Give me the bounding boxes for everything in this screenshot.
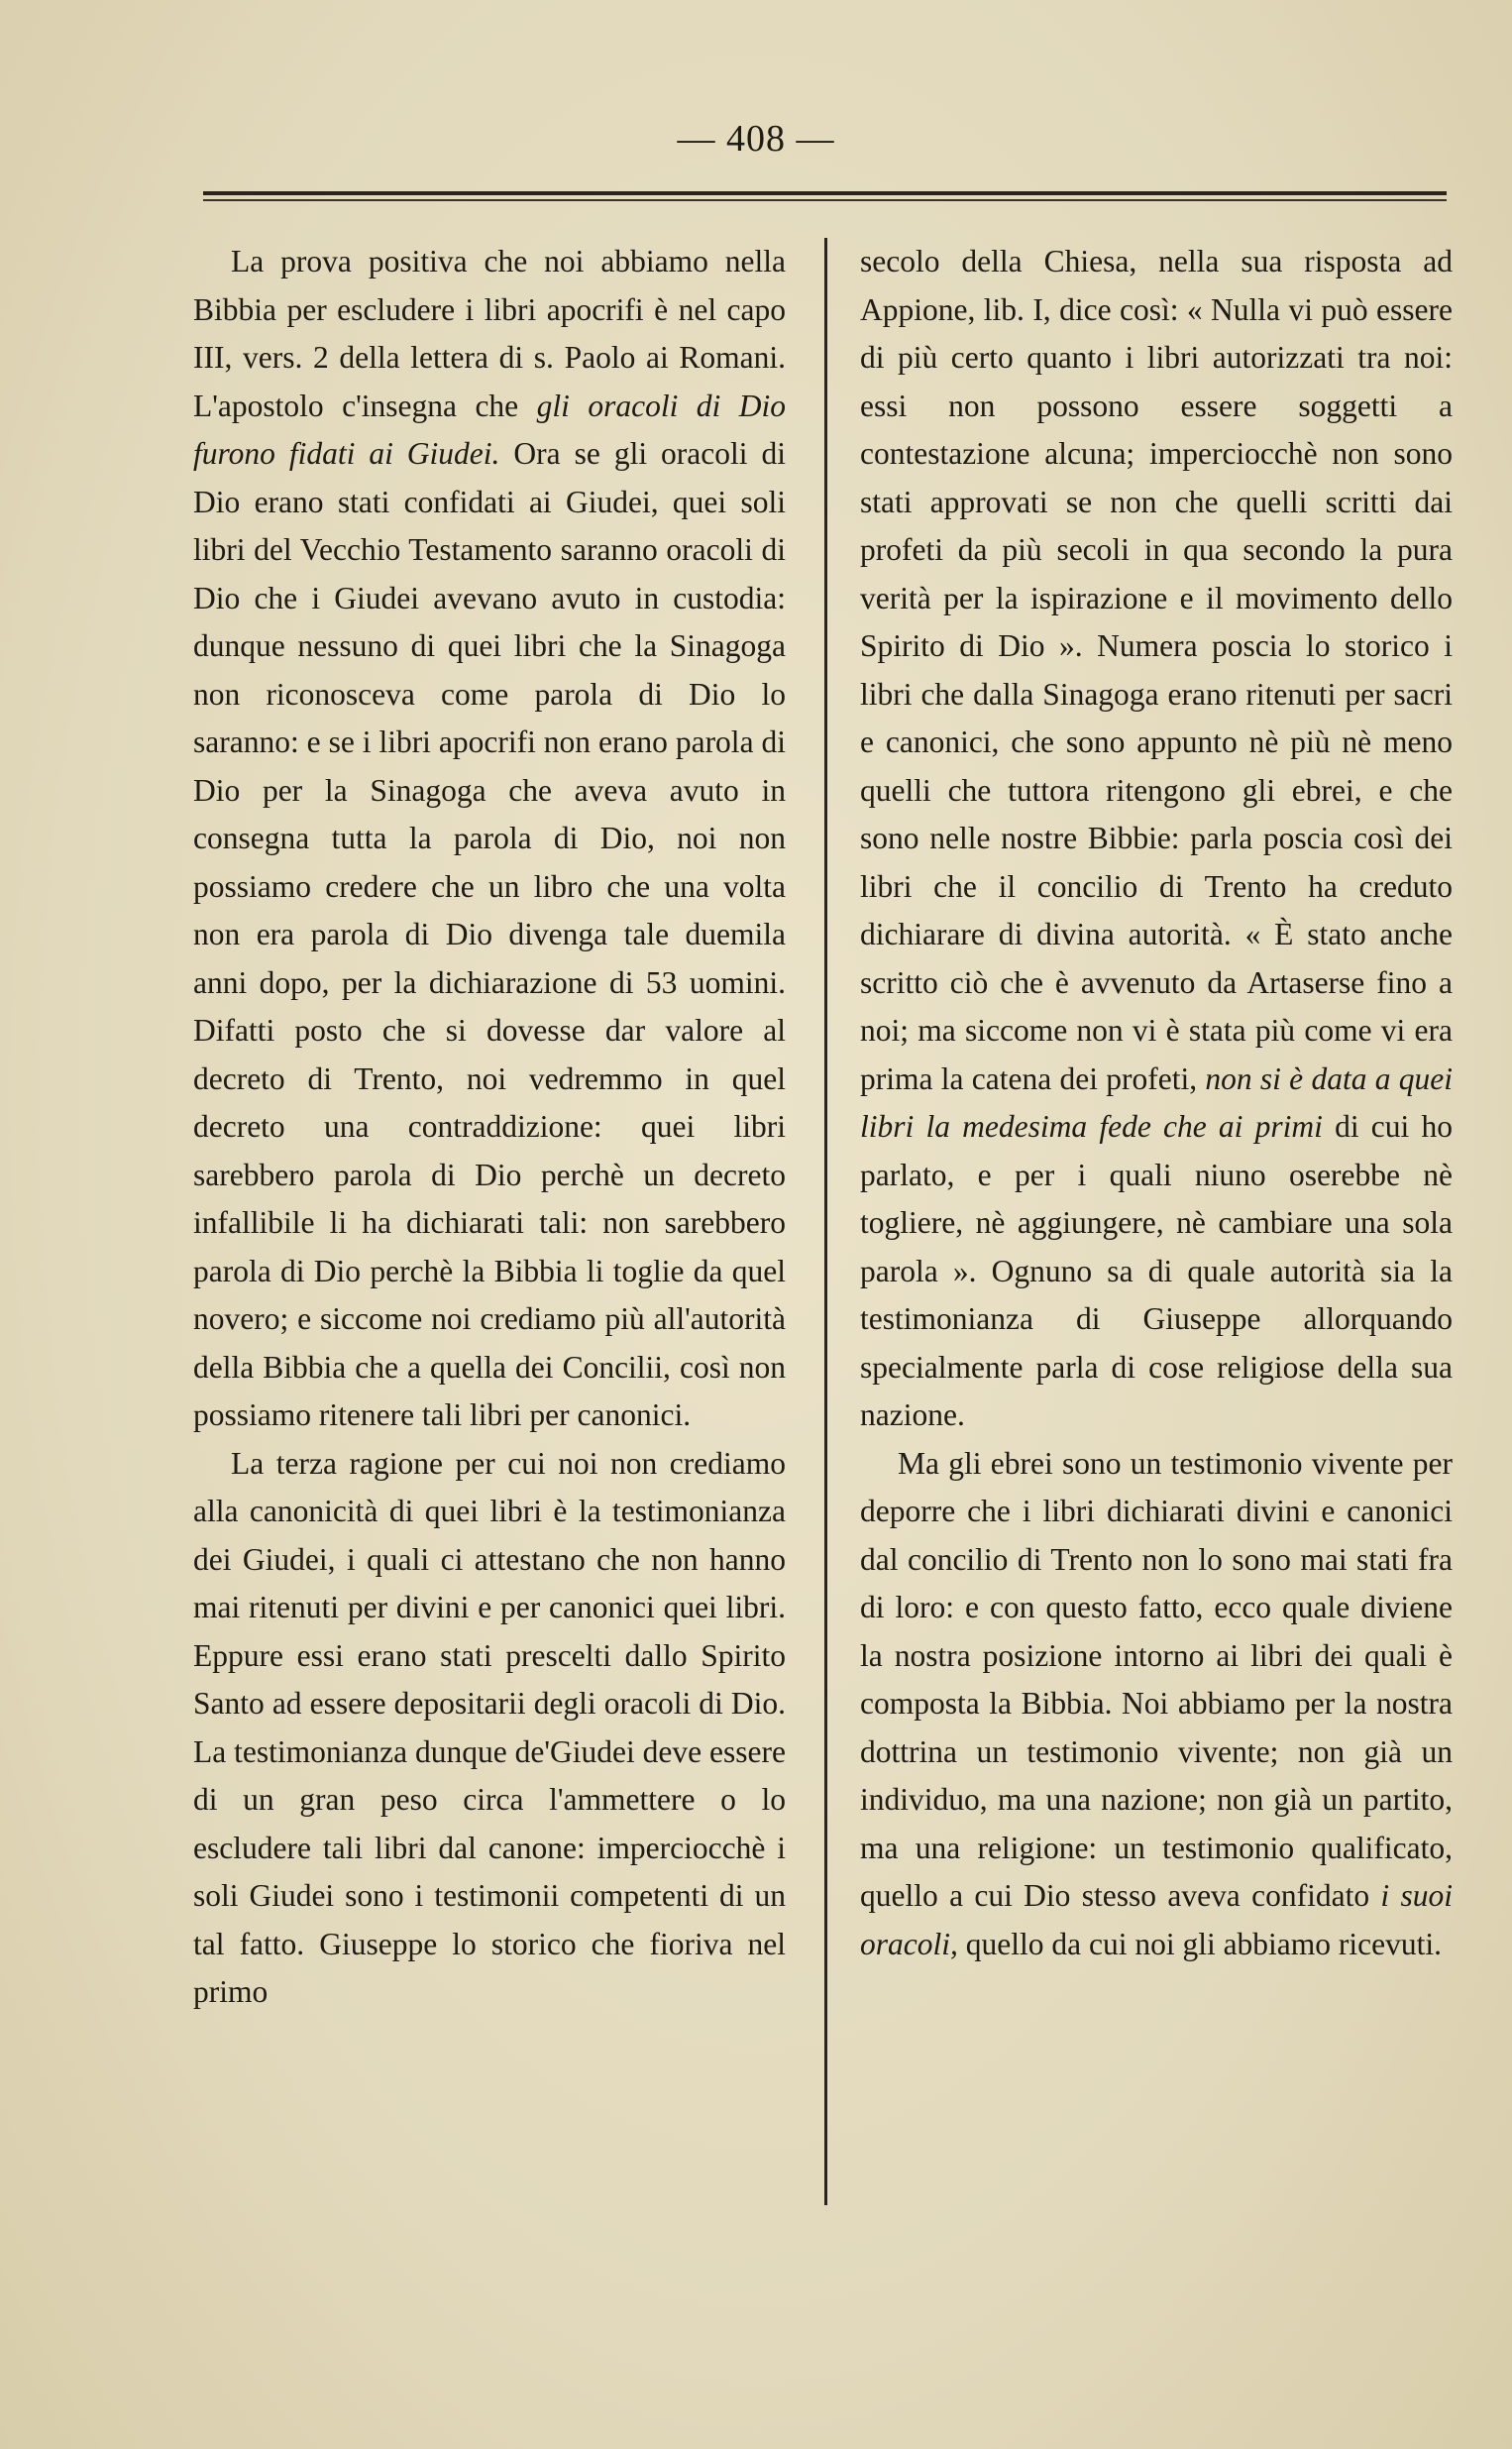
- right-paragraph-1: [860, 238, 1453, 1440]
- left-p1-text-b: Ora se gli oracoli di Dio erano stati confidati ai Giudei, quei soli libri del Vecchio Testamento saranno oracoli di Dio che i Giudei avevano avuto in custodia: dunque nessuno di quei libri che la Sinagoga non riconosceva come parola di Dio lo saranno: e se i libri apocrifi non erano parola di Dio per la Sinagoga che aveva avuto in consegna tutta la parola di Dio, noi non possiamo credere che un libro che una volta non era parola di Dio divenga tale duemila anni dopo, per la dichiarazione di 53 uomini. Difatti posto che si dovesse dar valore al decreto di Trento, noi vedremmo in quel decreto una contraddizione: quei libri sarebbero parola di Dio perchè un decreto infallibile li ha dichiarati tali: non sarebbero parola di Dio perchè la Bibbia li toglie da quel novero; e siccome noi crediamo più all'autorità della Bibbia che a quella dei Concilii, così non possiamo ritenere tali libri per canonici.: [193, 436, 786, 1432]
- right-column: [860, 238, 1453, 1968]
- right-p1-text-b: di cui ho parlato, e per i quali niuno oserebbe nè togliere, nè aggiungere, nè cambiare una sola parola ». Ognuno sa di quale autorità sia la testimonianza di Giuseppe allorquando specialmente parla di cose religiose della sua nazione.: [860, 1109, 1453, 1432]
- right-p2-text-b: quello da cui noi gli abbiamo ricevuti.: [957, 1926, 1443, 1961]
- left-p1-italic: gli oracoli di Dio furono fidati ai Giudei.: [193, 388, 786, 471]
- column-divider: [824, 238, 827, 2205]
- page-number: — 408 —: [677, 118, 835, 160]
- left-paragraph-2: La terza ragione per cui noi non crediamo alla canonicità di quei libri è la testimonianza dei Giudei, i quali ci attestano che non hanno mai ritenuti per divini e per canonici quei libri. Eppure essi erano stati prescelti dallo Spirito Santo ad essere depositarii degli oracoli di Dio. La testimonianza dunque de'Giudei deve essere di un gran peso circa l'ammettere o lo escludere tali libri dal canone: imperciocchè i soli Giudei sono i testimonii competenti di un tal fatto. Giuseppe lo storico che fioriva nel primo: [193, 1445, 786, 2009]
- right-p1-text-a: secolo della Chiesa, nella sua risposta ad Appione, lib. I, dice così: « Nulla vi può essere di più certo quanto i libri autorizzati tra noi: essi non possono essere soggetti a contestazione alcuna; imperciocchè non sono stati approvati se non che quelli scritti dai profeti da più secoli in qua secondo la pura verità per la ispirazione e il movimento dello Spirito di Dio ». Numera poscia lo storico i libri che dalla Sinagoga erano ritenuti per sacri e canonici, che sono appunto nè più nè meno quelli che tuttora ritengono gli ebrei, e che sono nelle nostre Bibbie: parla poscia così dei libri che il concilio di Trento ha creduto dichiarare di divina autorità. « È stato anche scritto ciò che è avvenuto da Artaserse fino a noi; ma siccome non vi è stata più come vi era prima la catena dei profeti,: [860, 244, 1453, 1096]
- left-column: [193, 238, 786, 2017]
- right-paragraph-2: [860, 1440, 1453, 1969]
- right-p2-italic: i suoi oracoli,: [860, 1878, 1453, 1961]
- header-rule-thin: [203, 199, 1447, 201]
- header-rule: [203, 191, 1447, 195]
- left-paragraph-1: [193, 238, 786, 1440]
- right-p2-text-a: Ma gli ebrei sono un testimonio vivente per deporre che i libri dichiarati divini e canonici dal concilio di Trento non lo sono mai stati fra di loro: e con questo fatto, ecco quale diviene la nostra posizione intorno ai libri dei quali è composta la Bibbia. Noi abbiamo per la nostra dottrina un testimonio vivente; non già un individuo, ma una nazione; non già un partito, ma una religione: un testimonio qualificato, quello a cui Dio stesso aveva confidato: [860, 1445, 1453, 1913]
- left-p1-text-a: La prova positiva che noi abbiamo nella Bibbia per escludere i libri apocrifi è nel capo III, vers. 2 della lettera di s. Paolo ai Romani. L'apostolo c'insegna che: [193, 244, 786, 423]
- right-p1-italic: non si è data a quei libri la medesima fede che ai primi: [860, 1060, 1453, 1144]
